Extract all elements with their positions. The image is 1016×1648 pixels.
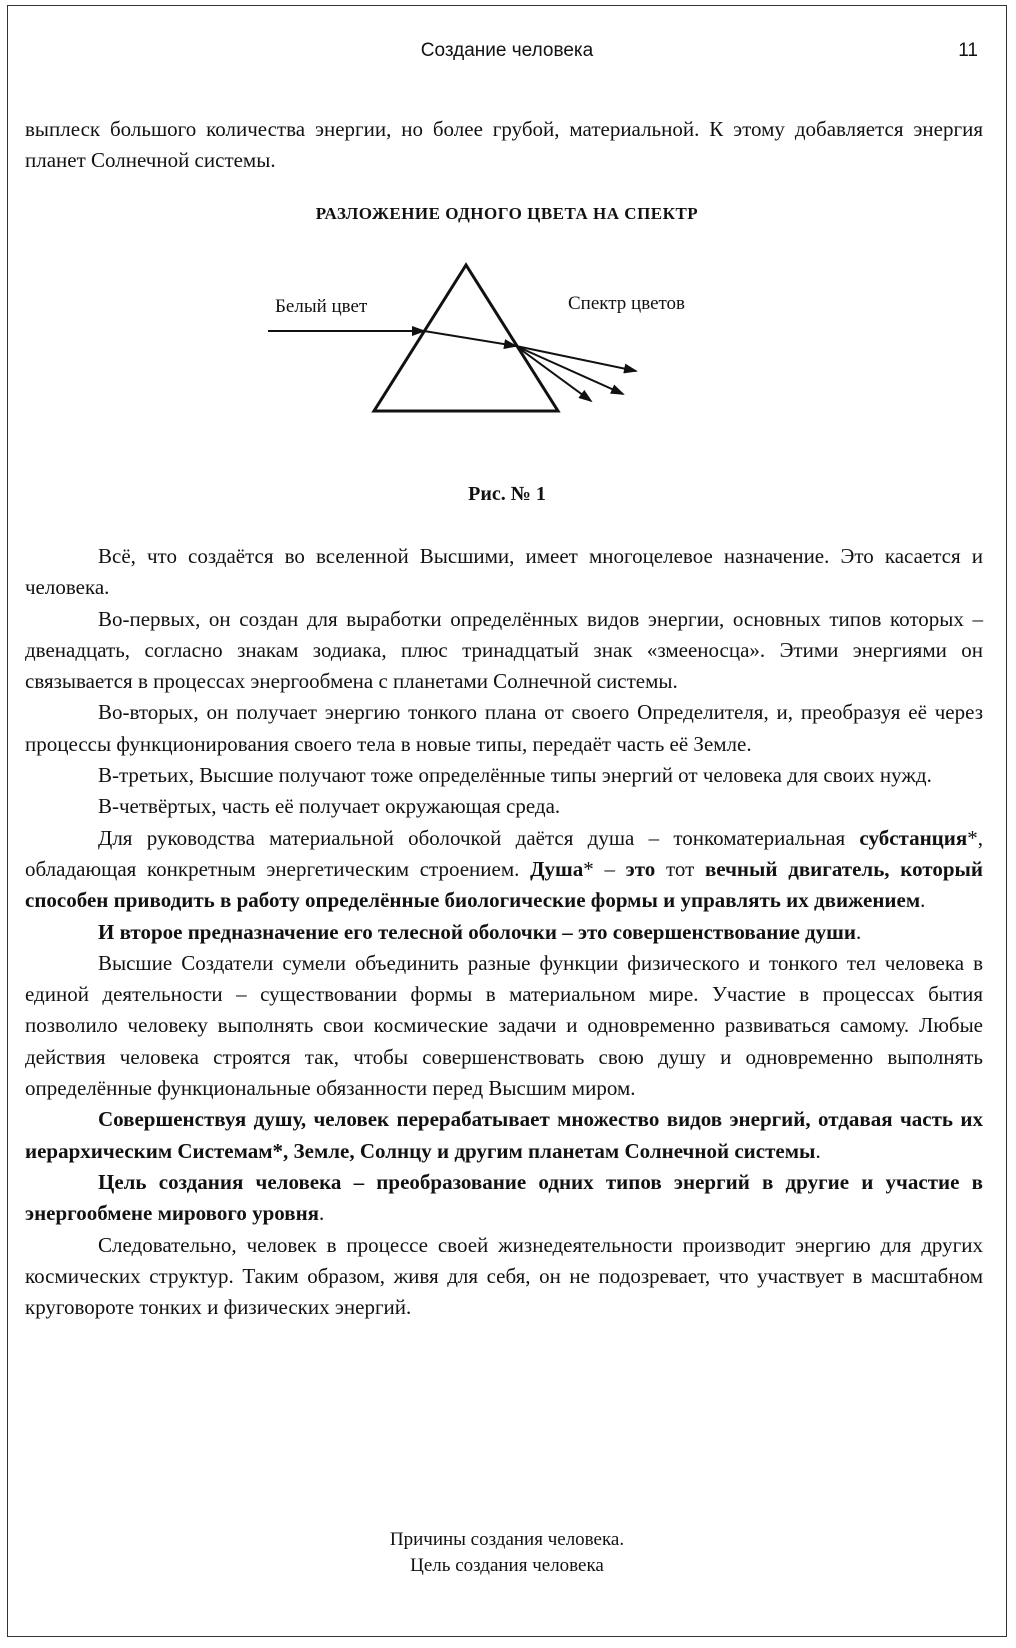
p9-bold: Совершенствуя душу, человек перерабатывает множество видов энергий, отдавая часть их иерархическим Системам*, Земле, Солнцу и другим планетам Солнечной системы [25,1107,983,1163]
running-title: Создание человека [420,40,594,61]
p6-text-3: * – [583,856,626,881]
paragraph-11: Следовательно, человек в процессе своей жизнедеятельности производит энергию для других космических структур. Таким образом, живя для себя, он не подозревает, что участвует в масштабном круговороте тонких и физических энергий. [25,1232,983,1320]
paragraph-9 [25,1104,983,1167]
page-number: 11 [958,40,978,61]
label-spectrum: Спектр цветов [568,293,686,314]
label-white-light: Белый цвет [275,296,368,317]
figure-title: РАЗЛОЖЕНИЕ ОДНОГО ЦВЕТА НА СПЕКТР [315,204,699,223]
p6-text-1: Для руководства материальной оболочкой даётся душа – тонкоматериальная [98,825,860,850]
paragraph-8: Высшие Создатели сумели объединить разные функции физического и тонкого тел человека в единой деятельности – существовании формы в материальном мире. Участие в процессах бытия позволило человеку выполнять свои космические задачи и одновременно развиваться самому. Любые действия человека строятся так, чтобы совершенствовать свою душу и одновременно выполнять определённые функциональные обязанности перед Высшим миром. [25,950,983,1101]
paragraph-3: Во-вторых, он получает энергию тонкого плана от своего Определителя, и, преобразуя её через процессы функционирования своего тела в новые типы, передаёт часть её Земле. [25,700,983,756]
main-text [25,541,983,1323]
refracted-ray [424,331,516,346]
paragraph-1: Всё, что создаётся во вселенной Высшими, имеет многоцелевое назначение. Это касается и человека. [25,544,983,600]
page-footer [8,1527,1006,1579]
p7-end: . [855,919,862,944]
paragraph-5: В-четвёртых, часть её получает окружающая среда. [98,794,561,819]
paragraph-7 [25,917,983,948]
p6-text-4: тот [655,856,705,881]
p6-bold-2: Душа [530,856,584,881]
p10-bold: Цель создания человека – преобразование одних типов энергий в другие и участие в энергообмене мирового уровня [25,1169,983,1226]
paragraph-4: В-третьих, Высшие получают тоже определённые типы энергий от человека для своих нужд. [98,763,932,788]
figure-caption: Рис. № 1 [468,483,546,505]
p6-bold-3: это [625,856,656,881]
p9-end: . [815,1138,821,1163]
document-page [7,5,1007,1637]
footer-line-2: Цель создания человека [410,1555,604,1576]
p6-bold-1: субстанция [859,825,968,850]
p6-text-2: *, обладающая конкретным энергетическим строением. [25,825,983,881]
prism-diagram [268,261,688,441]
p7-bold: И второе предназначение его телесной оболочки – это совершенствование души [98,919,856,944]
p6-text-5: . [920,888,926,913]
paragraph-2: Во-первых, он создан для выработки определённых видов энергии, основных типов которых – двенадцать, согласно знакам зодиака, плюс тринадцатый знак «змееносца». Этими энергиями он связывается в процессах энергообмена с планетами Солнечной системы. [25,606,983,694]
paragraph-10 [25,1167,983,1230]
paragraph-6 [25,823,983,917]
intro-paragraph [25,114,983,177]
p10-end: . [319,1201,325,1226]
footer-line-1: Причины создания человека. [389,1529,625,1550]
intro-text: выплеск большого количества энергии, но более грубой, материальной. К этому добавляется энергия планет Солнечной системы. [25,117,983,173]
p6-bold-4: вечный двигатель, который способен приводить в работу определённые биологические формы и управлять их движением [25,856,983,913]
